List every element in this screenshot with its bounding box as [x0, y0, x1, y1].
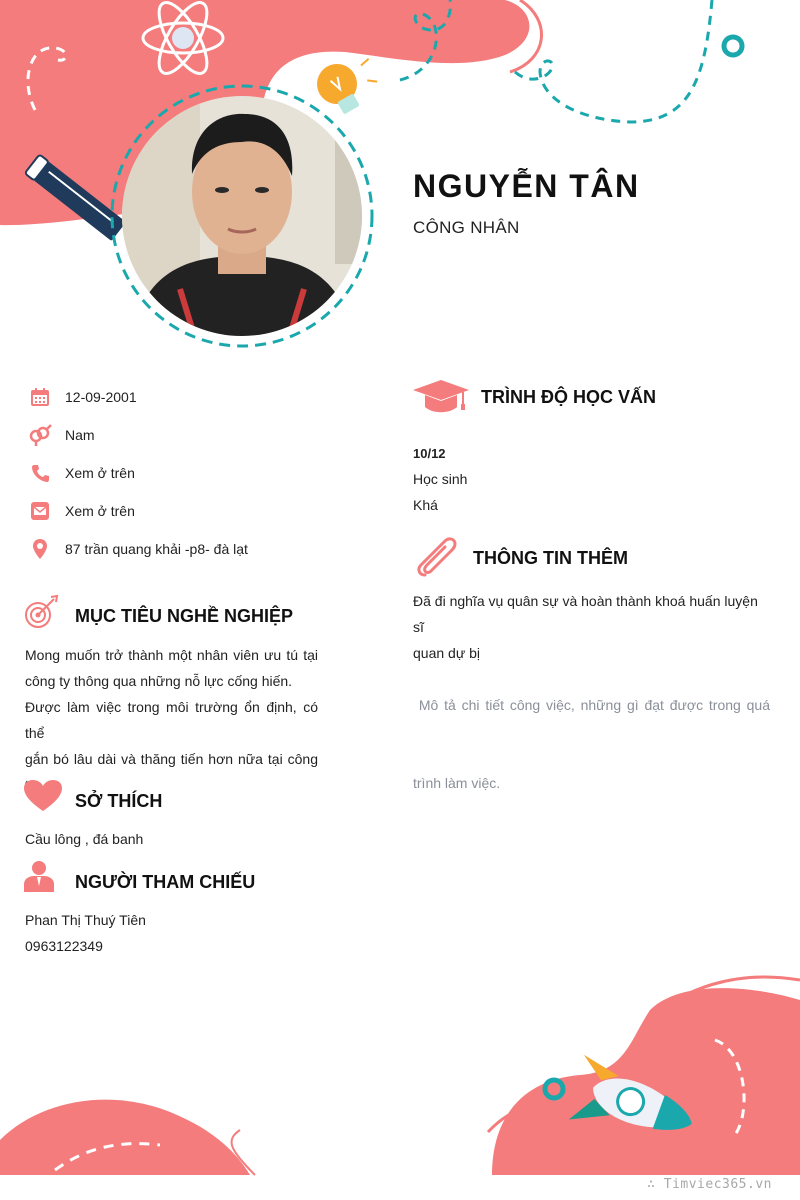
- additional-line: Đã đi nghĩa vụ quân sự và hoàn thành khoá huấn luyện sĩ: [413, 593, 758, 635]
- job-title: CÔNG NHÂN: [413, 218, 520, 237]
- objective-line: công ty thông qua những nỗ lực cống hiến.: [25, 673, 293, 689]
- email-text: Xem ở trên: [65, 503, 135, 519]
- phone-icon: [28, 461, 52, 485]
- full-name: NGUYỄN TÂN: [413, 168, 640, 204]
- person-icon: [24, 860, 54, 897]
- education-level: 10/12: [413, 446, 446, 461]
- additional-line: quan dự bị: [413, 645, 480, 661]
- education-role: Học sinh: [413, 471, 468, 487]
- contact-gender: [28, 423, 95, 447]
- location-pin-icon: [28, 537, 52, 561]
- objective-line: [25, 772, 318, 798]
- calendar-icon: [28, 385, 52, 409]
- objective-line: gắn bó lâu dài và thăng tiến hơn nữa tại công: [25, 751, 318, 767]
- objective-line: Được làm việc trong môi trường ổn định, có thể: [25, 699, 318, 741]
- additional-title: THÔNG TIN THÊM: [473, 548, 628, 568]
- contact-address: [28, 537, 248, 561]
- placeholder-line: trình làm việc.: [413, 775, 501, 791]
- contact-email: [28, 499, 135, 523]
- education-grade: Khá: [413, 497, 438, 513]
- contact-phone: [28, 461, 135, 485]
- additional-placeholder: [413, 640, 770, 822]
- birthdate-text: 12-09-2001: [65, 389, 137, 405]
- objective-text: [25, 642, 318, 798]
- objective-title: MỤC TIÊU NGHỀ NGHIỆP: [75, 606, 294, 626]
- education-title: TRÌNH ĐỘ HỌC VẤN: [481, 387, 656, 407]
- references-title: NGƯỜI THAM CHIẾU: [75, 872, 256, 892]
- placeholder-line: Mô tả chi tiết công việc, những gì đạt được trong quá: [413, 697, 770, 713]
- watermark: ∴ Timviec365.vn: [647, 1177, 772, 1192]
- hobbies-title: SỞ THÍCH: [75, 791, 163, 811]
- paperclip-icon: [415, 535, 459, 584]
- objective-line: Mong muốn trở thành một nhân viên ưu tú tại: [25, 647, 318, 663]
- address-text: 87 trần quang khải -p8- đà lạt: [65, 541, 248, 557]
- reference-phone: 0963122349: [25, 938, 103, 954]
- profile-photo: [110, 84, 374, 348]
- heart-icon: [24, 780, 62, 817]
- reference-name: Phan Thị Thuý Tiên: [25, 912, 146, 928]
- hobbies-text: Cầu lông , đá banh: [25, 831, 144, 847]
- target-icon: [24, 595, 60, 634]
- email-icon: [28, 499, 52, 523]
- gender-icon: [28, 423, 52, 447]
- graduation-cap-icon: [413, 380, 469, 419]
- contact-birthdate: [28, 385, 137, 409]
- gender-text: Nam: [65, 427, 95, 443]
- phone-text: Xem ở trên: [65, 465, 135, 481]
